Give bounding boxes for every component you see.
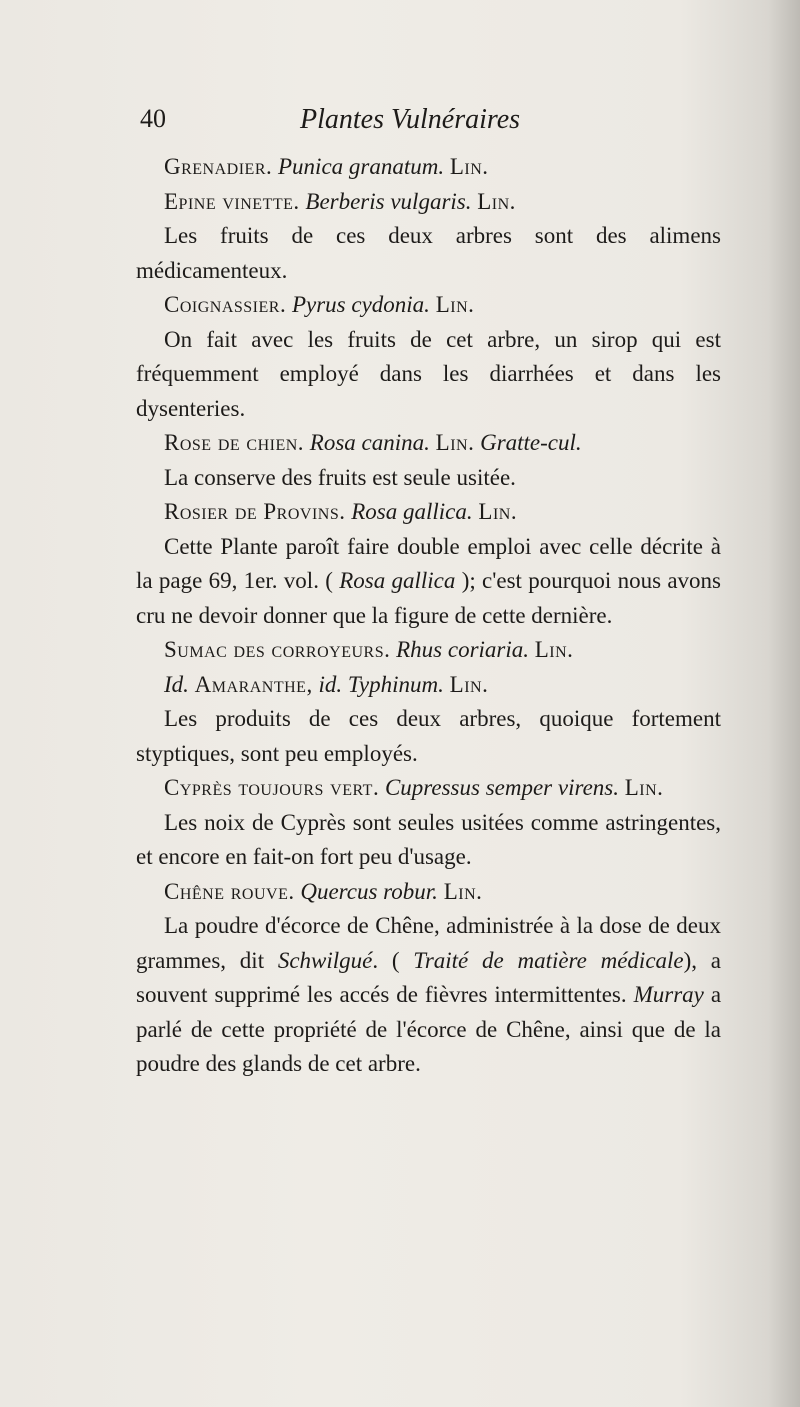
running-title: Plantes Vulnéraires xyxy=(300,104,521,135)
note-fruits: Les fruits de ces deux arbres sont des alimens médicamenteux. xyxy=(136,223,721,283)
entry-chene-rouve: Chêne rouve. Quercus robur. Lin. xyxy=(164,878,483,904)
entry-rose-de-chien: Rose de chien. Rosa canina. Lin. Gratte-cul. xyxy=(164,430,582,455)
note-conserve: La conserve des fruits est seule usitée. xyxy=(164,464,516,490)
entry-amaranthe: Id. Amaranthe, id. Typhinum. Lin. xyxy=(164,671,489,697)
note-noix-cypres: Les noix de Cyprès sont seules usitées comme astringentes, et encore en fait-on fort peu d'usage. xyxy=(136,809,721,869)
entry-epine-vinette: Epine vinette. Berberis vulgaris. Lin. xyxy=(164,188,516,214)
page-number: 40 xyxy=(140,104,166,133)
note-double-emploi: Cette Plante paroît faire double emploi avec celle décrite à la page 69, 1er. vol. ( Rosa gallica ); c'est pourquoi nous avons cru ne devoir donner que la figure de cette dernière. xyxy=(136,533,721,628)
entry-sumac: Sumac des corroyeurs. Rhus coriaria. Lin. xyxy=(164,637,574,662)
note-sirop: On fait avec les fruits de cet arbre, un sirop qui est fréquemment employé dans les diarrhées et dans les dysenteries. xyxy=(136,326,721,421)
page-header xyxy=(140,104,660,138)
entry-rosier-de-provins: Rosier de Provins. Rosa gallica. Lin. xyxy=(164,499,518,524)
note-poudre-ecorce: La poudre d'écorce de Chêne, administrée à la dose de deux grammes, dit Schwilgué. ( Traité de matière médicale), a souvent supprimé les accés de fièvres intermittentes. Murray a parlé de cette propriété de l'écorce de Chêne, ainsi que de la poudre des glands de cet arbre. xyxy=(136,913,722,1076)
entry-cypres: Cyprès toujours vert. Cupressus semper virens. Lin. xyxy=(164,775,664,800)
page-body xyxy=(136,150,721,1082)
entry-grenadier: Grenadier. Punica granatum. Lin. xyxy=(164,154,489,179)
entry-coignassier: Coignassier. Pyrus cydonia. Lin. xyxy=(164,292,475,317)
note-styptiques: Les produits de ces deux arbres, quoique fortement styptiques, sont peu employés. xyxy=(136,706,721,766)
